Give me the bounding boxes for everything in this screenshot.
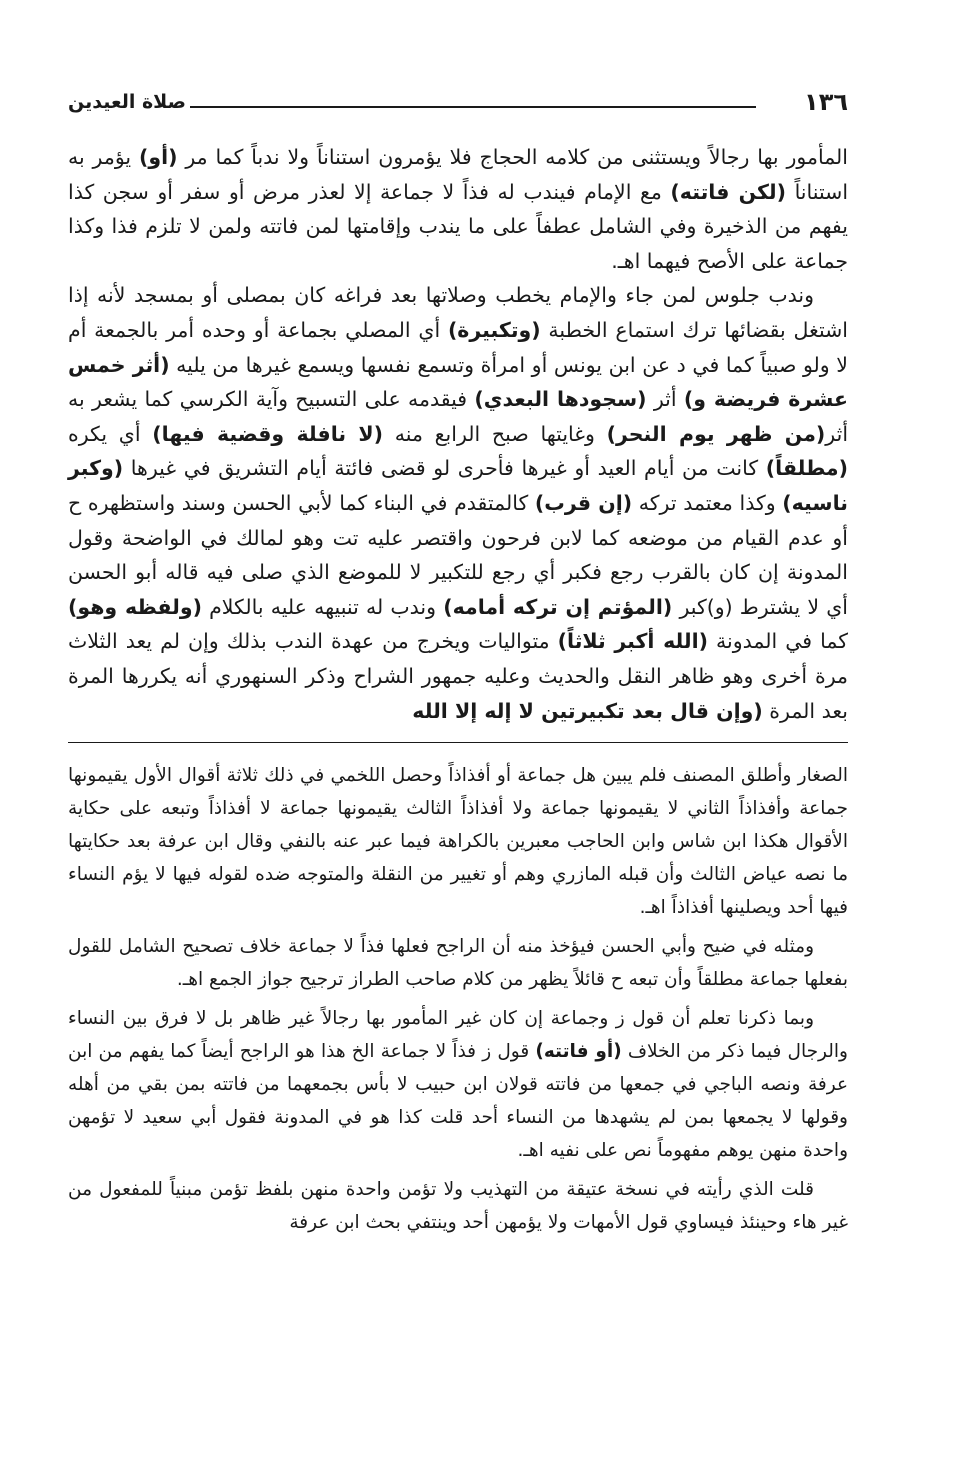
bold-phrase: (لا نافلة وقضية فيها) <box>152 421 384 446</box>
text-run: (و)كبر <box>672 594 733 619</box>
page-number: ١٣٦ <box>804 88 848 116</box>
bold-phrase: (لكن فاتته) <box>670 179 787 204</box>
bold-phrase: (وتكبيرة) <box>447 317 541 342</box>
main-paragraph-2 <box>68 278 848 728</box>
main-paragraph-1 <box>68 140 848 278</box>
bold-phrase: (مطلقاً) <box>765 456 848 481</box>
text-run: وندب جلوس لمن جاء والإمام يخطب وصلاتها بعد فراغه كان بمصلى أو بمسجد لأنه إذا اشتغل بقضائها ترك استماع الخطبة <box>68 283 849 342</box>
text-run: مع الإمام فيندب له فذاً لا جماعة إلا لعذر مرض أو سفر أو سجن كذا يفهم من الذخيرة وفي الشامل عطفاً على ما يندب وإقامتها لمن فاتته ولمن لا تلزم فذا وكذا جماعة على الأصح فيهما اهـ. <box>68 179 848 273</box>
bold-phrase: (وإن قال بعد تكبيرتين لا إله إلا الله <box>412 698 763 723</box>
text-run: أي يكره <box>68 421 153 446</box>
bold-phrase: (أو فاتته) <box>535 1041 622 1063</box>
bold-phrase: (الله أكبر ثلاثاً) <box>557 629 708 654</box>
bold-phrase: (المؤتم إن تركه أمامه) <box>443 594 673 619</box>
text-run: وغايتها صبح الرابع منه <box>383 421 607 446</box>
text-run: كانت من أيام العيد أو غيرها فأحرى لو قضى فائتة أيام التشريق في غيرها <box>123 456 766 481</box>
footnote-paragraph-3 <box>68 1002 848 1167</box>
text-run: وبما ذكرنا تعلم أن قول ز وجماعة إن كان غير المأمور بها رجالاً غير ظاهر بل لا فرق بين النساء والرجال فيما ذكر من الخلاف <box>68 1008 848 1063</box>
footnote-paragraph-1: الصغار وأطلق المصنف فلم يبين هل جماعة أو أفذاذاً وحصل اللخمي في ذلك ثلاثة أقوال الأول يقيمونها جماعة وأفذاذاً الثاني لا يقيمونها جماعة ولا أفذاذاً الثالث يقيمونها جماعة لا أفذاذاً وتبعه على حكاية الأقوال هكذا ابن شاس وابن الحاجب معبرين بالكراهة فيما عبر عنه بالنفي وقال ابن عرفة بعد حكايتها ما نصه عياض الثالث وأن قبله المازري وهم أو تغيير من النقلة والمتوجه ضده لقوله فيها لا يؤم النساء فيها أحد ويصلينها أفذاذاً اهـ. <box>68 765 848 919</box>
text-run: أثر <box>646 387 684 412</box>
text-run: وكذا معتمد تركه <box>632 490 783 515</box>
text-run: أي المصلي بجماعة أو وحده أمر بالجمعة أم لا ولو صبياً كما في د عن ابن يونس أو امرأة وتسمع نفسها ويسمع غيرها من يليه <box>68 317 848 377</box>
text-run: يؤمر به استناناً <box>68 145 849 204</box>
footnote-paragraph-2: ومثله في ضيح وأبي الحسن فيؤخذ منه أن الراجح فعلها فذاً لا جماعة خلاف تصحيح الشامل للقول بفعلها جماعة مطلقاً وأن تبعه ح قائلاً يظهر من كلام صاحب الطراز ترجيح جواز الجمع اهـ. <box>68 936 848 991</box>
header-rule <box>190 106 756 108</box>
bold-phrase: (سجودها البعدي) <box>474 387 647 412</box>
bold-phrase: (أثر خمس عشرة فريضة و) <box>68 352 849 412</box>
bold-phrase: (أو) <box>139 145 178 169</box>
text-run: كالمتقدم في البناء كما لأبي الحسن وسند واستظهره ح أو عدم القيام من موضعه كما لابن فرحون واقتصر عليه تت وهو لمالك في الواضحة وقول المدونة إن كان بالقرب رجع فكبر أي رجع للتكبير لا للموضع الذي صلى فيه قاله أبو الحسن أي لا يشترط <box>68 490 848 619</box>
footnotes <box>68 759 848 1239</box>
main-text <box>68 140 848 728</box>
text-run: المأمور بها رجالاً ويستثنى من كلامه الحجاج فلا يؤمرون استناناً ولا ندباً كما مر <box>177 145 849 169</box>
running-header <box>68 78 848 116</box>
text-run: كما في المدونة <box>707 629 848 654</box>
book-page <box>68 78 848 1378</box>
text-run: متواليات ويخرج من عهدة الندب بذلك وإن لم يعد الثلاث مرة أخرى وهو ظاهر النقل والحديث وعليه جمهور الشراح وذكر السنهوري أنه يكررها المرة بعد المرة <box>68 629 848 723</box>
chapter-title: صلاة العيدين <box>68 91 186 113</box>
text-run: قول ز فذاً لا جماعة الخ هذا هو الراجح أيضاً كما يفهم من ابن عرفة ونصه الباجي في جمعها من فاتته قولان ابن حبيب لا بأس بجمعهما من فاتته بمن بقي من أهله وقولها لا يجمعها بمن لم يشهدها من النساء أحد قلت كذا هو في المدونة فقول أبي سعيد لا تؤمهن واحدة منهن يوهم مفهوماً نص على نفيه اهـ. <box>68 1041 848 1162</box>
bold-phrase: (ولفظه وهو) <box>68 594 202 619</box>
bold-phrase: (إن قرب) <box>534 490 633 515</box>
bold-phrase: (من ظهر يوم النحر) <box>606 421 826 446</box>
bold-phrase: (وكبر ناسيه) <box>68 456 848 515</box>
footnote-paragraph-4: قلت الذي رأيته في نسخة عتيقة من التهذيب ولا تؤمن واحدة منهن بلفظ تؤمن مبنياً للمفعول من غير هاء وحينئذ فيساوي قول الأمهات ولا يؤمهن أحد وينتفي بحث ابن عرفة <box>68 1179 848 1234</box>
text-run: وندب له تنبيهه عليه بالكلام <box>201 594 444 619</box>
text-run: فيقدمه على التسبيح وآية الكرسي كما يشعر به أثر <box>68 387 849 446</box>
footnote-separator <box>68 742 848 743</box>
